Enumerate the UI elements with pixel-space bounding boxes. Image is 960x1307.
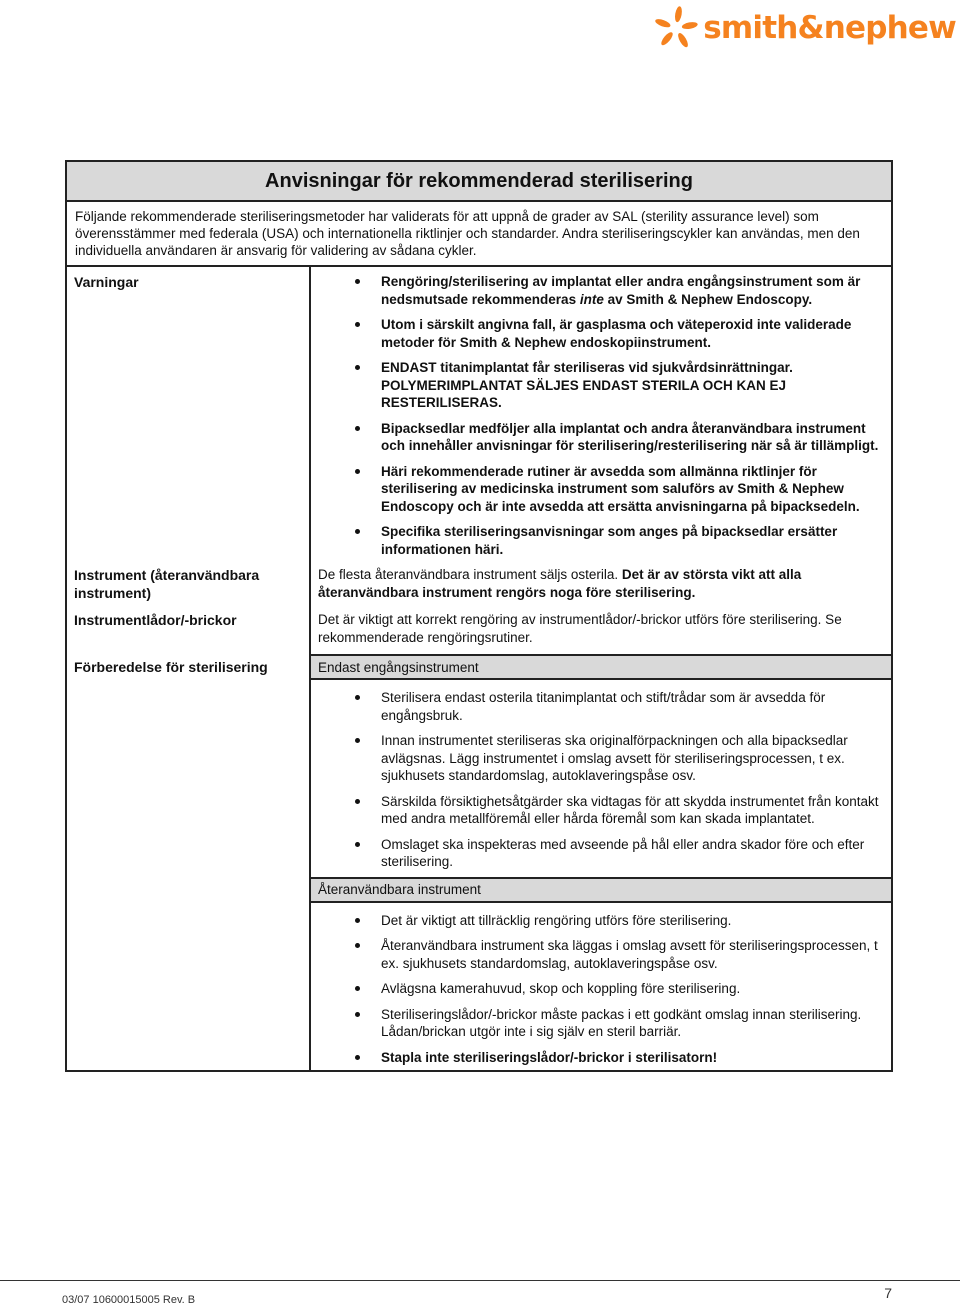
label-warnings: Varningar — [74, 274, 139, 290]
warnings-list — [311, 273, 891, 558]
list-item: Utom i särskilt angivna fall, är gasplasma och väteperoxid inte validerade metoder för Smith & Nephew endoskopiinstrument. — [311, 316, 891, 351]
footer-doc-code: 03/07 10600015005 Rev. B — [62, 1294, 196, 1306]
list-item: Omslaget ska inspekteras med avseende på hål eller andra skador före och efter sterilisering. — [311, 836, 891, 871]
list-item: Steriliseringslådor/-brickor måste packas i ett godkänt omslag innan sterilisering. Lådan/brickan utgör inte i sig själv en steril barriär. — [311, 1006, 891, 1041]
row-warnings — [67, 267, 891, 564]
page-number: 7 — [884, 1285, 892, 1301]
list-item: Specifika steriliseringsanvisningar som anges på bipacksedlar ersätter informationen häri. — [311, 523, 891, 558]
instrument-text: De flesta återanvändbara instrument säljs osterila. Det är av största vikt att alla återanvändbara instrument rengörs noga före sterilisering. — [318, 567, 802, 600]
sterilization-table — [65, 160, 893, 1072]
footer-divider — [0, 1280, 960, 1281]
list-item: Rengöring/sterilisering av implantat eller andra engångsinstrument som är nedsmutsade rekommenderas inte av Smith & Nephew Endoscopy. — [311, 273, 891, 308]
list-item: Stapla inte steriliseringslådor/-brickor i sterilisatorn! — [311, 1049, 891, 1067]
list-item: Avlägsna kamerahuvud, skop och koppling före sterilisering. — [311, 980, 891, 998]
row-trays — [67, 602, 891, 654]
page-title: Anvisningar för rekommenderad sterilisering — [67, 162, 891, 202]
subhead-single-use: Endast engångsinstrument — [311, 654, 891, 680]
label-instrument: Instrument (återanvändbara instrument) — [74, 567, 260, 601]
trays-text: Det är viktigt att korrekt rengöring av instrumentlådor/-brickor utförs före sterilisering. Se rekommenderade rengöringsrutiner. — [318, 612, 842, 645]
list-item: Återanvändbara instrument ska läggas i omslag avsett för steriliseringsprocessen, t ex. sjukhusets standardomslag, autoklaveringspåse osv. — [311, 937, 891, 972]
list-item: Häri rekommenderade rutiner är avsedda som allmänna riktlinjer för sterilisering av medicinska instrument som saluförs av Smith & Nephew Endoscopy och är inte avsedda att ersätta anvisningarna på bipacksedeln. — [311, 463, 891, 516]
list-item: Det är viktigt att tillräcklig rengöring utförs före sterilisering. — [311, 912, 891, 930]
logo-wordmark: smith&nephew — [703, 10, 956, 46]
intro-paragraph: Följande rekommenderade steriliseringsmetoder har validerats för att uppnå de grader av SAL (sterility assurance level) som överensstämmer med federala (USA) och internationella riktlinjer och standarder. Andra steriliseringscykler kan användas, men den individuella användaren är ansvarig för validering av sådana cykler. — [67, 202, 891, 267]
single-use-list — [311, 680, 891, 871]
row-preparation — [67, 654, 891, 1070]
subhead-reusable: Återanvändbara instrument — [311, 877, 891, 903]
label-trays: Instrumentlådor/-brickor — [74, 612, 237, 628]
list-item: Bipacksedlar medföljer alla implantat och andra återanvändbara instrument och innehåller anvisningar för sterilisering/resterilisering när så är tillämpligt. — [311, 420, 891, 455]
label-preparation: Förberedelse för sterilisering — [74, 659, 268, 675]
logo-starburst-icon — [653, 5, 699, 51]
list-item: ENDAST titanimplantat får steriliseras vid sjukvårdsinrättningar. POLYMERIMPLANTAT SÄLJES ENDAST STERILA OCH KAN EJ RESTERILISERAS. — [311, 359, 891, 412]
list-item: Sterilisera endast osterila titanimplantat och stift/trådar som är avsedda för engångsbruk. — [311, 689, 891, 724]
reusable-list — [311, 903, 891, 1067]
brand-logo — [653, 4, 956, 52]
row-instrument — [67, 564, 891, 602]
list-item: Innan instrumentet steriliseras ska originalförpackningen och alla bipacksedlar avlägsnas. Lägg instrumentet i omslag avsett för steriliseringsprocessen, t ex. sjukhusets standardomslag, autoklaveringspåse osv. — [311, 732, 891, 785]
list-item: Särskilda försiktighetsåtgärder ska vidtagas för att skydda instrumentet från kontakt med andra metallföremål eller hårda föremål som kan skada implantatet. — [311, 793, 891, 828]
